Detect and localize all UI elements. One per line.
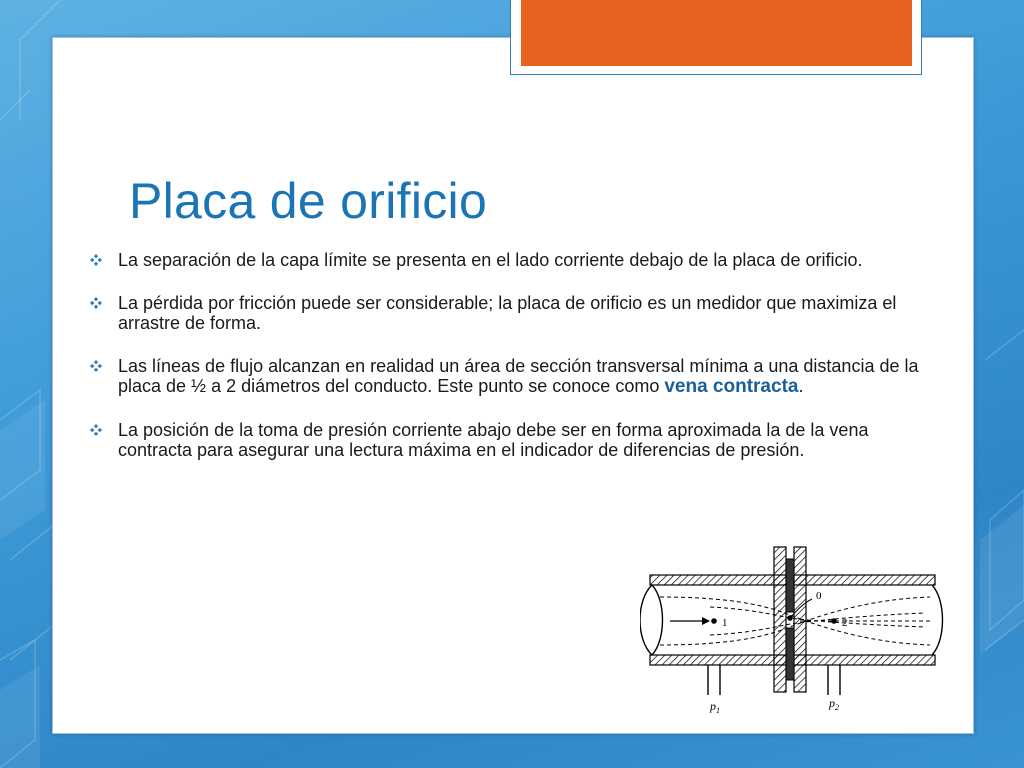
bullet-text [118, 356, 919, 396]
bullet-text: La separación de la capa límite se presenta en el lado corriente debajo de la placa de orificio. [118, 250, 863, 270]
downstream-flange [794, 547, 806, 692]
bullet-item [90, 356, 940, 397]
tap-label-p2 [828, 696, 839, 712]
tap-label-p2-base: p [829, 696, 835, 710]
point-1-label: 1 [722, 617, 728, 629]
vena-contracta-term: vena contracta [664, 376, 799, 397]
four-diamond-icon [90, 424, 102, 436]
four-diamond-icon [90, 297, 102, 309]
orifice-plate-top [786, 559, 794, 612]
flow-arrow-head [702, 617, 710, 625]
point-1-marker [711, 618, 717, 624]
upstream-pressure-tap [708, 665, 720, 695]
tap-label-p1-sub: 1 [716, 706, 720, 715]
bullet-item [90, 250, 940, 270]
pipe-right-end [932, 585, 943, 655]
orifice-plate-diagram [640, 545, 945, 720]
bullet-item [90, 420, 940, 460]
bullet-text: La pérdida por fricción puede ser considerable; la placa de orificio es un medidor que maximiza el arrastre de forma. [118, 293, 897, 333]
tap-label-p1 [709, 699, 720, 715]
point-0-marker [787, 615, 793, 621]
bullet-text: La posición de la toma de presión corriente abajo debe ser en forma aproximada la de la vena contracta para asegurar una lectura máxima en el indicador de diferencias de presión. [118, 420, 869, 460]
tap-label-p2-sub: 2 [835, 703, 839, 712]
point-0-label: 0 [816, 590, 822, 602]
slide-title: Placa de orificio [129, 173, 488, 229]
pipe-left-end [640, 585, 663, 655]
point-2-marker [831, 618, 837, 624]
bullet-list [90, 250, 940, 483]
accent-bar [521, 0, 912, 66]
point-2-label: 2 [842, 617, 848, 629]
four-diamond-icon [90, 360, 102, 372]
bullet-item [90, 293, 940, 333]
bullet-text-part: Las líneas de flujo alcanzan en realidad un área de sección transversal mínima a una distancia de la placa de ½ a 2 diámetros del conducto. Este punto se conoce como [118, 356, 919, 396]
orifice-plate-bottom [786, 628, 794, 680]
tap-label-p1-base: p [710, 699, 716, 713]
bullet-text-end: . [798, 376, 804, 396]
upstream-flange [774, 547, 786, 692]
four-diamond-icon [90, 254, 102, 266]
downstream-pressure-tap [828, 665, 840, 695]
